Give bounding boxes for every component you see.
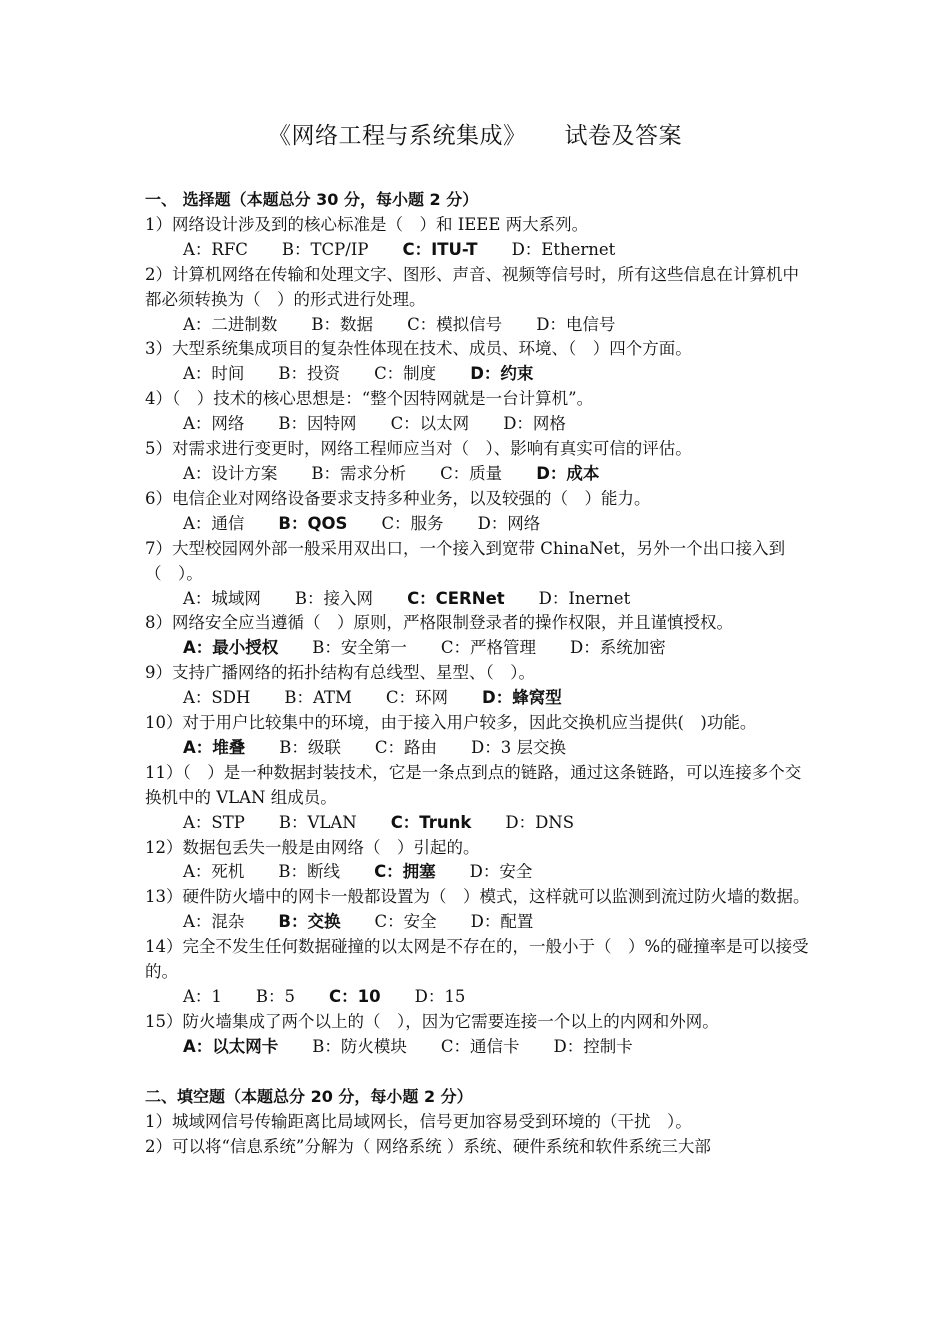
question-options [145,686,815,711]
question-options [145,636,815,661]
option-b: B：TCP/IP [281,239,369,259]
option-b: B：VLAN [278,812,357,832]
question-text: 4）（ ）技术的核心思想是：“整个因特网就是一台计算机”。 [145,389,594,409]
option-c: C：通信卡 [440,1036,520,1056]
fill-in-question: 1）城域网信号传输距离比局域网长，信号更加容易受到环境的（干扰 ）。 [145,1111,692,1131]
option-a: A：STP [183,812,245,832]
option-c: C：10 [329,987,381,1006]
question-options [145,736,815,761]
option-c: C：以太网 [390,414,470,434]
option-a: A：城域网 [183,588,261,608]
option-d: D：Inernet [538,588,631,608]
question-text: 15）防火墙集成了两个以上的（ ），因为它需要连接一个以上的内网和外网。 [145,1011,719,1031]
question-options [145,985,815,1010]
question-text: 12）数据包丢失一般是由网络（ ）引起的。 [145,837,480,857]
option-a: A：死机 [183,862,245,882]
section-heading-choice: 一、 选择题（本题总分 30 分，每小题 2 分） [145,190,479,209]
option-b: B：ATM [284,688,352,708]
question-options [145,811,815,836]
option-d: D：系统加密 [570,638,666,658]
option-b: B：因特网 [278,414,357,434]
option-b: B：防火模块 [312,1036,407,1056]
question-text: 1）网络设计涉及到的核心标准是（ ）和 IEEE 两大系列。 [145,214,589,234]
option-d: D：DNS [505,812,575,832]
question-options [145,587,815,612]
question-text: 2）计算机网络在传输和处理文字、图形、声音、视频等信号时，所有这些信息在计算机中都必须转换为（ ）的形式进行处理。 [145,264,799,309]
option-b: B：需求分析 [311,463,407,483]
fill-in-list [145,1110,815,1160]
option-b: B：断线 [278,862,341,882]
question-options [145,1035,815,1060]
option-a: A：1 [183,987,222,1006]
option-d: D：电信号 [536,314,616,334]
option-c: C：CERNet [407,588,505,608]
option-a: A：二进制数 [183,314,278,334]
option-d: D：Ethernet [511,239,616,259]
title-sub: 试卷及答案 [564,123,682,149]
option-a: A：RFC [183,239,248,259]
option-c: C：环网 [385,688,449,708]
option-a: A：SDH [183,688,251,708]
option-c: C：拥塞 [374,862,436,882]
option-b: B：交换 [278,912,341,932]
option-c: C：质量 [440,463,503,483]
option-d: D：网络 [477,513,541,533]
option-d: D：网格 [503,414,566,434]
question-text: 8）网络安全应当遵循（ ）原则，严格限制登录者的操作权限，并且谨慎授权。 [145,613,733,633]
question-text: 3）大型系统集成项目的复杂性体现在技术、成员、环境、（ ）四个方面。 [145,339,692,359]
question-text: 7）大型校园网外部一般采用双出口，一个接入到宽带 ChinaNet，另外一个出口接入到（ ）。 [145,538,786,583]
option-b: B：投资 [278,364,341,384]
option-b: B：数据 [311,314,374,334]
option-d: D：成本 [536,463,600,483]
option-c: C：严格管理 [440,638,537,658]
option-b: B：5 [255,987,296,1006]
option-a: A：以太网卡 [183,1036,279,1056]
option-a: A：时间 [183,364,245,384]
option-b: B：QOS [278,513,348,533]
question-text: 10）对于用户比较集中的环境，由于接入用户较多，因此交换机应当提供( )功能。 [145,713,757,733]
question-options [145,362,815,387]
option-d: D：约束 [470,364,534,384]
option-a: A：混杂 [183,912,245,932]
question-options [145,313,815,338]
question-options [145,860,815,885]
document-title [0,117,950,150]
option-d: D：蜂窝型 [482,688,562,708]
option-c: C：模拟信号 [407,314,503,334]
fill-in-question: 2）可以将“信息系统”分解为（ 网络系统 ）系统、硬件系统和软件系统三大部 [145,1136,711,1156]
option-c: C：路由 [374,737,438,757]
question-options [145,238,815,263]
option-c: C：安全 [374,912,437,932]
question-text: 11）（ ）是一种数据封装技术，它是一条点到点的链路，通过这条链路，可以连接多个交换机中的 VLAN 组成员。 [145,762,802,807]
section-heading-fill: 二、填空题（本题总分 20 分，每小题 2 分） [145,1086,473,1106]
option-b: B：安全第一 [312,638,407,658]
question-options [145,910,815,935]
option-b: B：接入网 [294,588,374,608]
option-d: D：3 层交换 [471,737,567,757]
title-main: 《网络工程与系统集成》 [268,123,527,149]
option-d: D：安全 [469,862,533,882]
option-a: A：网络 [183,414,245,434]
question-text: 6）电信企业对网络设备要求支持多种业务，以及较强的（ ）能力。 [145,488,651,508]
question-options [145,512,815,537]
question-text: 13）硬件防火墙中的网卡一般都设置为（ ）模式，这样就可以监测到流过防火墙的数据。 [145,887,810,907]
question-text: 9）支持广播网络的拓扑结构有总线型、星型、（ ）。 [145,663,535,683]
option-a: A：设计方案 [183,463,278,483]
option-b: B：级联 [279,737,341,757]
option-c: C：制度 [374,364,437,384]
option-a: A：堆叠 [183,737,246,757]
option-a: A：最小授权 [183,638,279,658]
question-options [145,462,815,487]
option-c: C：Trunk [390,812,472,832]
document-body [145,188,815,1159]
question-options [145,412,815,437]
option-d: D：配置 [470,912,534,932]
option-c: C：服务 [381,513,444,533]
question-text: 14）完全不发生任何数据碰撞的以太网是不存在的，一般小于（ ）%的碰撞率是可以接受的。 [145,937,809,982]
question-text: 5）对需求进行变更时，网络工程师应当对（ ）、影响有真实可信的评估。 [145,439,692,459]
option-d: D：15 [414,987,466,1006]
question-list [145,213,815,1060]
option-c: C：ITU-T [402,239,478,259]
option-d: D：控制卡 [553,1036,633,1056]
option-a: A：通信 [183,513,245,533]
